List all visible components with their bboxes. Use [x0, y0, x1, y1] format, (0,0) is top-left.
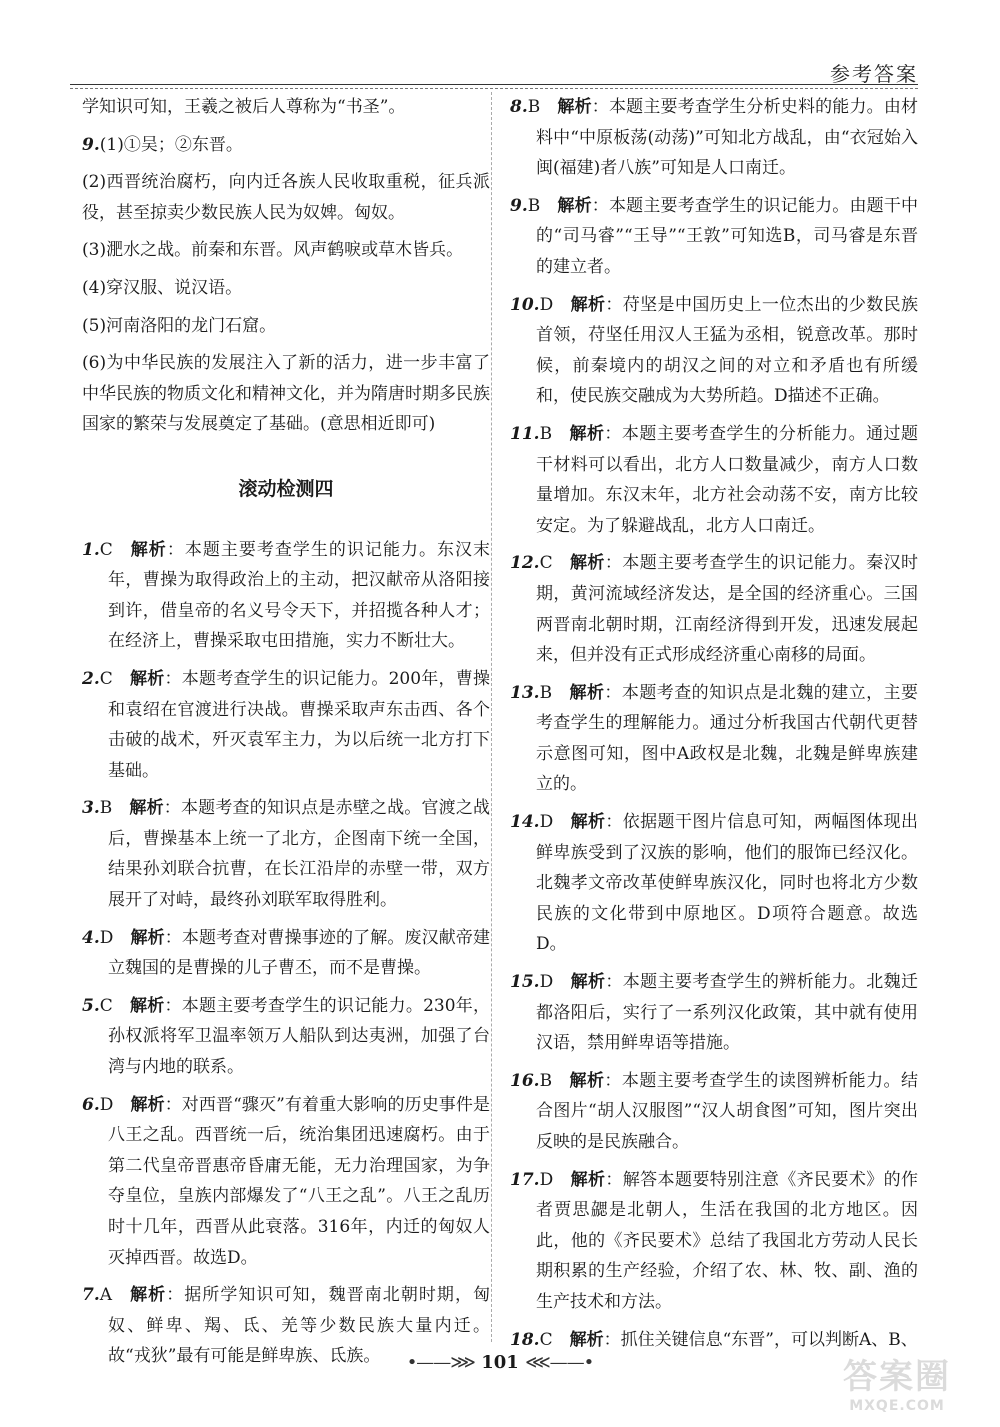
- answer-explanation: ：本题主要考查学生的识记能力。秦汉时期，黄河流域经济发达，是全国的经济重心。三国两晋南北朝时期，江南经济得到开发，迅速发展起来，但并没有正式形成经济重心南移的局面。: [536, 553, 919, 666]
- answer-number: 4.: [82, 927, 100, 948]
- spacer: [113, 996, 130, 1016]
- answer-explanation: ：对西晋“骤灭”有着重大影响的历史事件是八王之乱。西晋统一后，统治集团迅速腐朽。由于第二代皇帝晋惠帝昏庸无能，无力治理国家，为争夺皇位，皇族内部爆发了“八王之乱”。八王之乱历时十几年，西晋从此衰落。316年，内迁的匈奴人灭掉西晋。故选D。: [108, 1094, 491, 1268]
- answer-item: [82, 535, 490, 657]
- answer-choice: C: [539, 1329, 553, 1350]
- answer-item: [82, 793, 490, 915]
- analysis-label: 解析: [129, 539, 167, 560]
- spacer: [553, 1330, 570, 1350]
- answer-number: 15.: [510, 972, 540, 993]
- answer-number: 1.: [82, 539, 100, 560]
- answer-explanation: ：本题主要考查学生的识记能力。230年，孙权派将军卫温率领万人船队到达夷洲，加强了台湾与内地的联系。: [108, 995, 490, 1078]
- analysis-label: 解析: [570, 1169, 606, 1190]
- watermark-text: 答案圈: [843, 1357, 951, 1397]
- answer-item: [510, 419, 918, 541]
- analysis-label: 解析: [129, 995, 165, 1016]
- analysis-label: 解析: [557, 97, 592, 117]
- answer-item: [510, 678, 918, 800]
- answer-number: 8.: [510, 97, 528, 117]
- right-column: [510, 92, 918, 1362]
- q9-part-5: (5)河南洛阳的龙门石窟。: [82, 315, 277, 336]
- footer-ornament-right: ⋘——•: [525, 1352, 594, 1373]
- answer-choice: B: [527, 97, 541, 117]
- spacer: [553, 812, 570, 832]
- answer-number: 11.: [510, 423, 540, 444]
- answer-choice: D: [99, 1094, 114, 1115]
- answer-explanation: ：依据题干图片信息可知，两幅图体现出鲜卑族受到了汉族的影响，他们的服饰已经汉化。北魏孝文帝改革使鲜卑族汉化，同时也将北方少数民族的文化带到中原地区。D项符合题意。故选D。: [536, 812, 919, 955]
- spacer: [112, 798, 129, 818]
- answer-choice: D: [99, 927, 114, 948]
- q9-part-4: (4)穿汉服、说汉语。: [82, 277, 243, 298]
- footer-ornament-left: •——⋙: [406, 1352, 475, 1373]
- q9-part-2: (2)西晋统治腐朽，向内迁各族人民收取重税，征兵派役，甚至掠卖少数民族人民为奴婢。匈奴。: [82, 172, 490, 223]
- answer-item: [82, 923, 490, 984]
- answer-item: [510, 191, 918, 283]
- answer-explanation: ：本题主要考查学生的辨析能力。北魏迁都洛阳后，实行了一系列汉化政策，其中就有使用汉语，禁用鲜卑语等措施。: [536, 972, 919, 1054]
- answer-explanation: ：本题考查学生的识记能力。200年，曹操和袁绍在官渡进行决战。曹操采取声东击西、各个击破的战术，歼灭袁军主力，为以后统一北方打下基础。: [108, 668, 490, 781]
- answer-number: 14.: [510, 812, 540, 833]
- analysis-label: 解析: [129, 668, 165, 689]
- answer-choice: D: [539, 812, 554, 833]
- answer-explanation: ：本题主要考查学生分析史料的能力。由材料中“中原板荡(动荡)”可知北方战乱，由“衣冠始入闽(福建)者八族”可知是人口南迁。: [536, 97, 919, 179]
- spacer: [553, 1170, 570, 1190]
- answer-explanation: ：本题主要考查学生的分析能力。通过题干材料可以看出，北方人口数量减少，南方人口数量增加。东汉末年，北方社会动荡不安，南方比较安定。为了躲避战乱，北方人口南迁。: [536, 423, 919, 536]
- answer-number: 7.: [82, 1285, 100, 1306]
- spacer: [113, 540, 130, 560]
- spacer: [113, 1095, 130, 1115]
- analysis-label: 解析: [569, 682, 605, 703]
- header-title: 参考答案: [830, 62, 918, 86]
- left-answer-list: [82, 535, 490, 1372]
- answer-choice: A: [99, 1285, 113, 1306]
- answer-item: [510, 290, 918, 412]
- answer-choice: C: [99, 995, 113, 1016]
- answer-choice: B: [539, 682, 553, 703]
- answer-number: 13.: [510, 682, 540, 703]
- answer-explanation: ：本题考查的知识点是北魏的建立，主要考查学生的理解能力。通过分析我国古代朝代更替示意图可知，图中A政权是北魏，北魏是鲜卑族建立的。: [536, 682, 919, 795]
- answer-choice: B: [527, 195, 541, 216]
- answer-item: [510, 967, 918, 1059]
- answer-explanation: ：抓住关键信息“东晋”，可以判断A、B、: [603, 1329, 918, 1350]
- answer-item: [510, 548, 918, 670]
- q9-part-1: (1)①吴；②东晋。: [99, 134, 243, 155]
- spacer: [113, 669, 130, 689]
- answer-item: [82, 1090, 490, 1274]
- left-column: [82, 92, 490, 1379]
- column-divider: [491, 92, 492, 1342]
- answer-item: [510, 807, 918, 960]
- spacer: [553, 553, 570, 573]
- spacer: [112, 1285, 129, 1305]
- answer-item: [510, 1066, 918, 1158]
- answer-choice: C: [539, 553, 553, 574]
- q9-block: [82, 130, 490, 161]
- watermark-url: MXQE.COM: [849, 1398, 945, 1414]
- answer-number: 10.: [510, 294, 540, 315]
- answer-number: 12.: [510, 553, 540, 574]
- analysis-label: 解析: [569, 1329, 604, 1350]
- answer-item: [510, 92, 918, 184]
- answer-explanation: ：苻坚是中国历史上一位杰出的少数民族首领，苻坚任用汉人王猛为丞相，锐意改革。那时候，前秦境内的胡汉之间的对立和矛盾也有所缓和，使民族交融成为大势所趋。D描述不正确。: [536, 294, 919, 407]
- answer-choice: B: [99, 798, 113, 819]
- answer-number: 16.: [510, 1070, 540, 1091]
- spacer: [540, 196, 557, 216]
- answer-item: [82, 991, 490, 1083]
- analysis-label: 解析: [557, 195, 592, 216]
- answer-choice: B: [539, 423, 553, 444]
- answer-choice: D: [539, 1169, 554, 1190]
- analysis-label: 解析: [569, 553, 605, 574]
- analysis-label: 解析: [129, 798, 164, 819]
- answer-number: 17.: [510, 1169, 540, 1190]
- answer-choice: D: [539, 294, 554, 315]
- answer-explanation: ：据所学知识可知，魏晋南北朝时期，匈奴、鲜卑、羯、氐、羌等少数民族大量内迁。故“戎狄”最有可能是鲜卑族、氐族。: [108, 1285, 491, 1367]
- answer-choice: D: [539, 972, 554, 993]
- answer-explanation: ：本题主要考查学生的识记能力。东汉末年，曹操为取得政治上的主动，把汉献帝从洛阳接到许，借皇帝的名义号令天下，并招揽各种人才；在经济上，曹操采取屯田措施，实力不断壮大。: [108, 539, 491, 652]
- analysis-label: 解析: [130, 1094, 165, 1115]
- spacer: [553, 295, 570, 315]
- q9-part-6: (6)为中华民族的发展注入了新的活力，进一步丰富了中华民族的物质文化和精神文化，并为隋唐时期多民族国家的繁荣与发展奠定了基础。(意思相近即可): [82, 353, 490, 435]
- answer-choice: C: [99, 668, 113, 689]
- spacer: [552, 683, 569, 703]
- answer-explanation: ：解答本题要特别注意《齐民要术》的作者贾思勰是北朝人，生活在我国的北方地区。因此，他的《齐民要术》总结了我国北方劳动人民长期积累的生产经验，介绍了农、林、牧、副、渔的生产技术和方法。: [536, 1169, 919, 1312]
- answer-number: 2.: [82, 668, 100, 689]
- answer-explanation: ：本题主要考查学生的识记能力。由题干中的“司马睿”“王导”“王敦”可知选B，司马睿是东晋的建立者。: [536, 195, 919, 277]
- analysis-label: 解析: [570, 972, 606, 993]
- answer-item: [82, 664, 490, 786]
- answer-explanation: ：本题考查的知识点是赤壁之战。官渡之战后，曹操基本上统一了北方，企图南下统一全国，结果孙刘联合抗曹，在长江沿岸的赤壁一带，双方展开了对峙，最终孙刘联军取得胜利。: [108, 798, 491, 911]
- spacer: [553, 972, 570, 992]
- right-answer-list: [510, 92, 918, 1355]
- intro-line: 学知识可知，王羲之被后人尊称为“书圣”。: [82, 97, 406, 117]
- q9-part-3: (3)淝水之战。前秦和东晋。风声鹤唳或草木皆兵。: [82, 240, 464, 261]
- spacer: [113, 928, 130, 948]
- answer-explanation: ：本题主要考查学生的读图辨析能力。结合图片“胡人汉服图”“汉人胡食图”可知，图片突出反映的是民族融合。: [536, 1070, 919, 1152]
- header-rule: [70, 84, 918, 85]
- analysis-label: 解析: [570, 812, 606, 833]
- analysis-label: 解析: [129, 1285, 167, 1306]
- answer-number: 18.: [510, 1329, 540, 1350]
- watermark-logo: [822, 1349, 972, 1413]
- spacer: [552, 424, 569, 444]
- answer-item: [510, 1165, 918, 1318]
- analysis-label: 解析: [569, 423, 605, 444]
- section-title: 滚动检测四: [238, 477, 334, 500]
- analysis-label: 解析: [569, 1070, 605, 1091]
- answer-number: 6.: [82, 1094, 100, 1115]
- spacer: [540, 97, 557, 117]
- analysis-label: 解析: [570, 294, 606, 315]
- header-rule-dashed: [70, 88, 918, 89]
- answer-choice: C: [99, 539, 113, 560]
- analysis-label: 解析: [130, 927, 165, 948]
- answer-choice: B: [539, 1070, 553, 1091]
- answer-explanation: ：本题考查对曹操事迹的了解。废汉献帝建立魏国的是曹操的儿子曹丕，而不是曹操。: [108, 927, 491, 979]
- spacer: [552, 1071, 569, 1091]
- answer-number: 5.: [82, 995, 100, 1016]
- page-number: 101: [481, 1352, 519, 1373]
- q9-number: 9.: [82, 134, 100, 155]
- answer-number: 9.: [510, 195, 528, 216]
- answer-number: 3.: [82, 798, 100, 819]
